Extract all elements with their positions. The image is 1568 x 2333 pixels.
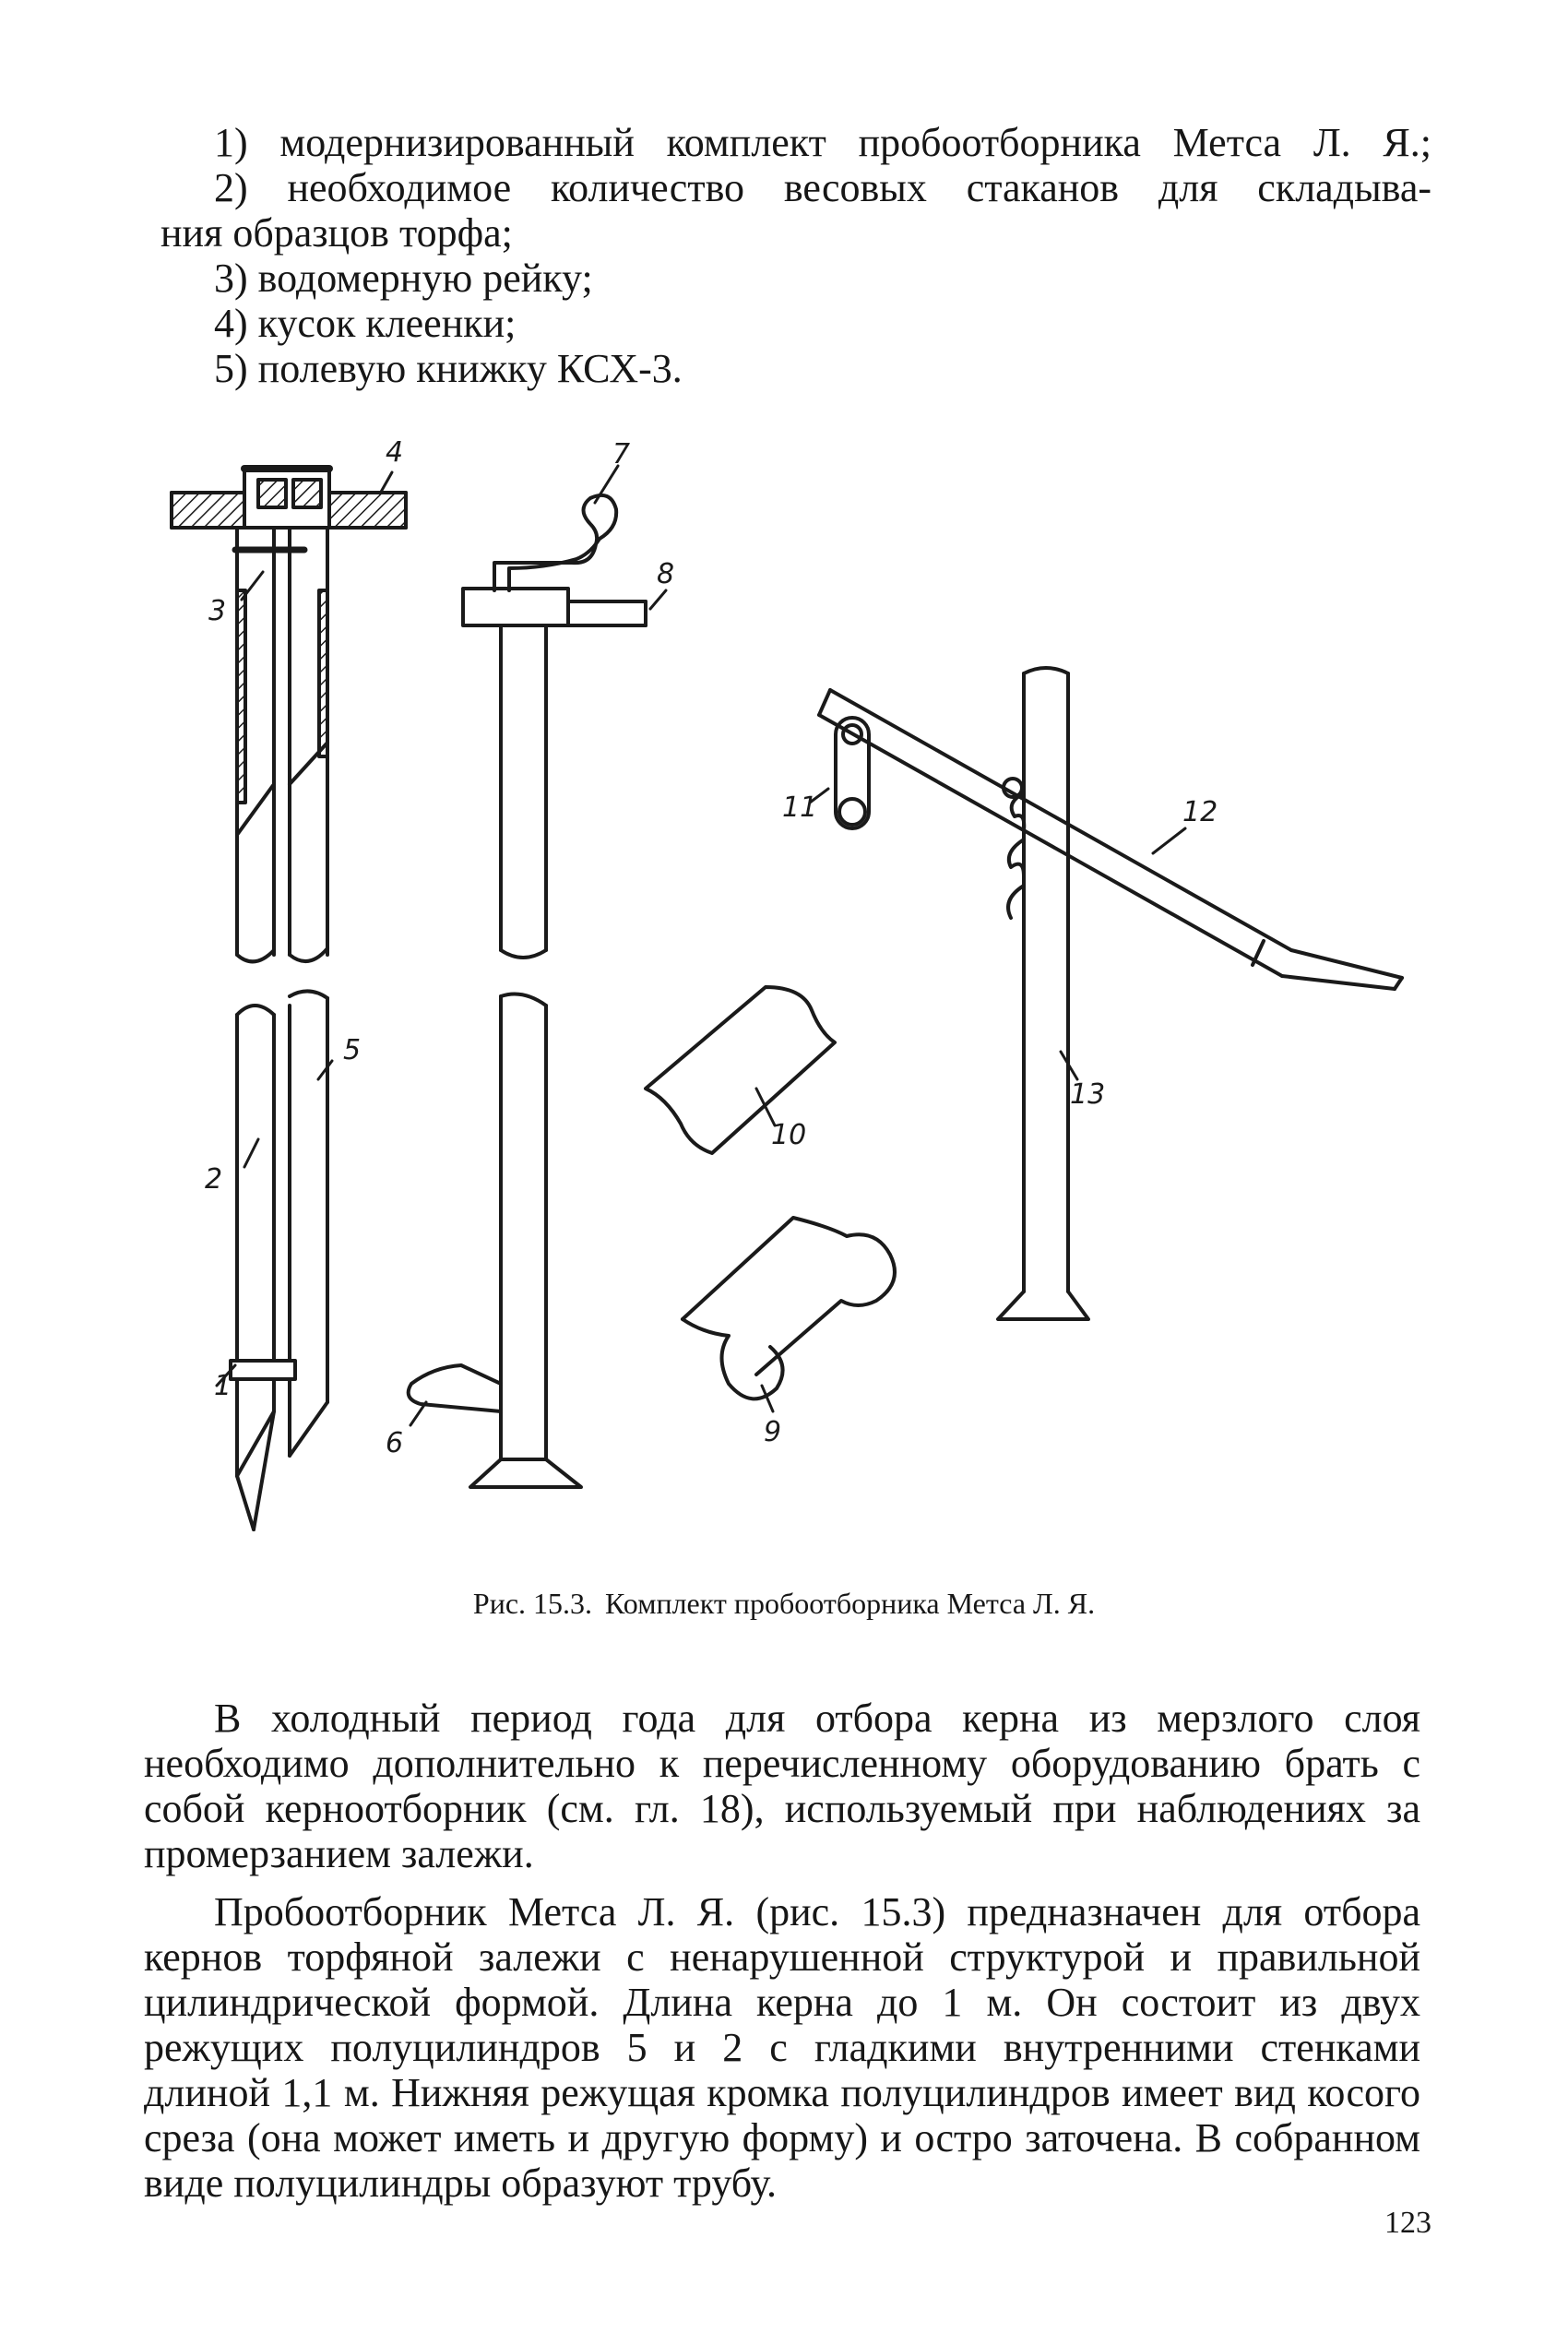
list-item: 1) модернизированный комплект пробоотборника Метса Л. Я.; — [214, 120, 1431, 165]
figure-label-2: 2 — [205, 1163, 223, 1196]
figure-label-4: 4 — [386, 436, 404, 469]
list-item: 4) кусок клеенки; — [214, 301, 517, 346]
figure-caption: Рис. 15.3. Комплект пробоотборника Метса Л. Я. — [472, 1587, 1096, 1620]
figure-label-5: 5 — [343, 1034, 362, 1066]
part-9-drawing — [683, 1218, 895, 1399]
figure-label-9: 9 — [764, 1416, 782, 1448]
figure-label-11: 11 — [782, 792, 818, 824]
sampler-head-drawing — [172, 469, 406, 961]
figure-label-13: 13 — [1070, 1078, 1106, 1111]
list-item: 3) водомерную рейку; — [214, 256, 593, 301]
list-item-continuation: ния образцов торфа; — [160, 210, 513, 256]
sampler-tube-drawing — [231, 991, 327, 1530]
figure-label-8: 8 — [657, 558, 675, 590]
leader-lines — [217, 466, 1185, 1425]
part-10-drawing — [646, 987, 835, 1153]
figure-label-6: 6 — [386, 1427, 404, 1459]
page-number: 123 — [1384, 2206, 1431, 2240]
paragraph: Пробоотборник Метса Л. Я. (рис. 15.3) предназначен для отбора кернов торфяной залежи с ненарушенной структурой и правильной цилиндрической формой. Длина керна до 1 м. Он состоит из двух режущих полуцилиндров 5 и 2 с гладкими внутренними стенками длиной 1,1 м. Нижняя режущая кромка полуцилиндров имеет вид косого среза (она может иметь и другую форму) и остро заточена. В собранном виде полуцилиндры образуют трубу. — [144, 1889, 1420, 2206]
list-item: 5) полевую книжку КСХ-3. — [214, 346, 683, 391]
figure-label-10: 10 — [771, 1119, 807, 1151]
figure-label-7: 7 — [612, 438, 631, 470]
post-lever-drawing — [819, 668, 1402, 1319]
list-item: 2) необходимое количество весовых стаканов для складыва- — [214, 165, 1432, 210]
figure-label-1: 1 — [214, 1370, 232, 1402]
body-text — [144, 1696, 1420, 2219]
paragraph: В холодный период года для отбора керна из мерзлого слоя необходимо дополнительно к перечисленному оборудованию брать с собой керноотборник (см. гл. 18), используемый при наблюдениях за промерзанием залежи. — [144, 1696, 1420, 1876]
handle-rod-drawing — [409, 495, 646, 1487]
figure-label-3: 3 — [208, 595, 227, 627]
figure-label-12: 12 — [1182, 796, 1218, 828]
